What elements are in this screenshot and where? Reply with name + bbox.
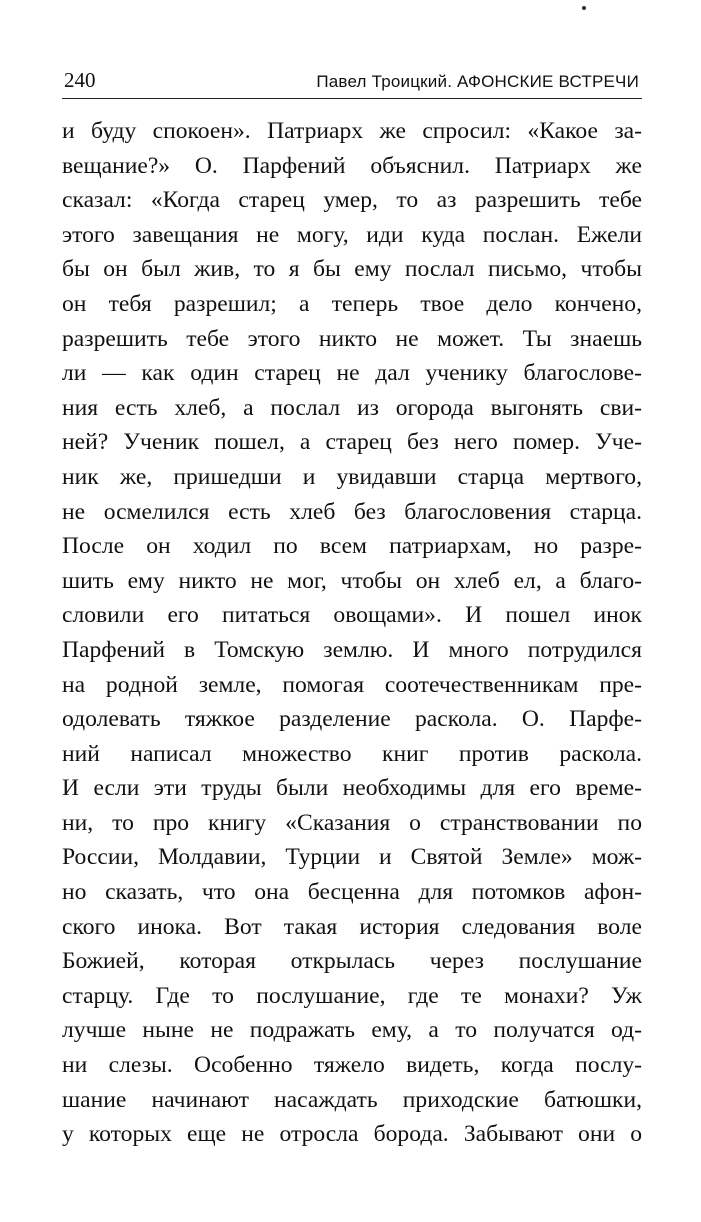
text-line: ния есть хлеб, а послал из огорода выгонять сви-: [62, 394, 642, 421]
text-line: шить ему никто не мог, чтобы он хлеб ел, а благо-: [62, 567, 642, 594]
text-line: разрешить тебе этого никто не может. Ты знаешь: [62, 325, 642, 352]
text-line: и буду спокоен». Патриарх же спросил: «Какое за-: [62, 118, 642, 144]
text-line: он тебя разрешил; а теперь твое дело кончено,: [62, 290, 642, 317]
text-line: старцу. Где то послушание, где те монахи? Уж: [62, 982, 642, 1009]
text-line: вещание?» О. Парфений объяснил. Патриарх же: [62, 152, 642, 179]
running-title: Павел Троицкий. АФОНСКИЕ ВСТРЕЧИ: [316, 72, 639, 91]
text-line: на родной земле, помогая соотечественникам пре-: [62, 671, 642, 698]
text-line: но сказать, что она бесценна для потомков афон-: [62, 879, 642, 906]
text-line: России, Молдавии, Турции и Святой Земле» мож-: [62, 844, 642, 871]
text-line: ского инока. Вот такая история следования воле: [62, 913, 642, 940]
text-line: И если эти труды были необходимы для его време-: [62, 775, 642, 802]
text-line: сказал: «Когда старец умер, то аз разрешить тебе: [62, 187, 642, 214]
text-line: ник же, пришедши и увидавши старца мертвого,: [62, 463, 642, 490]
text-line: одолевать тяжкое разделение раскола. О. Парфе-: [62, 706, 642, 733]
text-line: шание начинают насаждать приходские батюшки,: [62, 1086, 642, 1113]
text-line: ний написал множество книг против раскола.: [62, 740, 642, 767]
header-rule: [62, 98, 642, 99]
text-line: ни, то про книгу «Сказания о странствовании по: [62, 809, 642, 836]
text-line: Парфений в Томскую землю. И много потрудился: [62, 636, 642, 663]
text-line: ни слезы. Особенно тяжело видеть, когда послу-: [62, 1052, 642, 1079]
page-number: 240: [64, 68, 96, 92]
text-line: Божией, которая открылась через послушание: [62, 948, 642, 975]
text-line: словили его питаться овощами». И пошел инок: [62, 602, 642, 629]
body-text: [62, 114, 642, 1152]
text-line: После он ходил по всем патриархам, но разре-: [62, 533, 642, 560]
text-line: ней? Ученик пошел, а старец без него помер. Уче-: [62, 429, 642, 456]
text-line: у которых еще не отросла борода. Забывают они о: [62, 1121, 642, 1148]
text-line: этого завещания не могу, иди куда послан. Ежели: [62, 221, 642, 248]
text-line: лучше ныне не подражать ему, а то получатся од-: [62, 1017, 642, 1044]
scan-speck: [582, 6, 586, 10]
text-line: не осмелился есть хлеб без благословения старца.: [62, 498, 642, 525]
text-line: ли — как один старец не дал ученику благослове-: [62, 360, 642, 387]
text-line: бы он был жив, то я бы ему послал письмо, чтобы: [62, 256, 642, 283]
